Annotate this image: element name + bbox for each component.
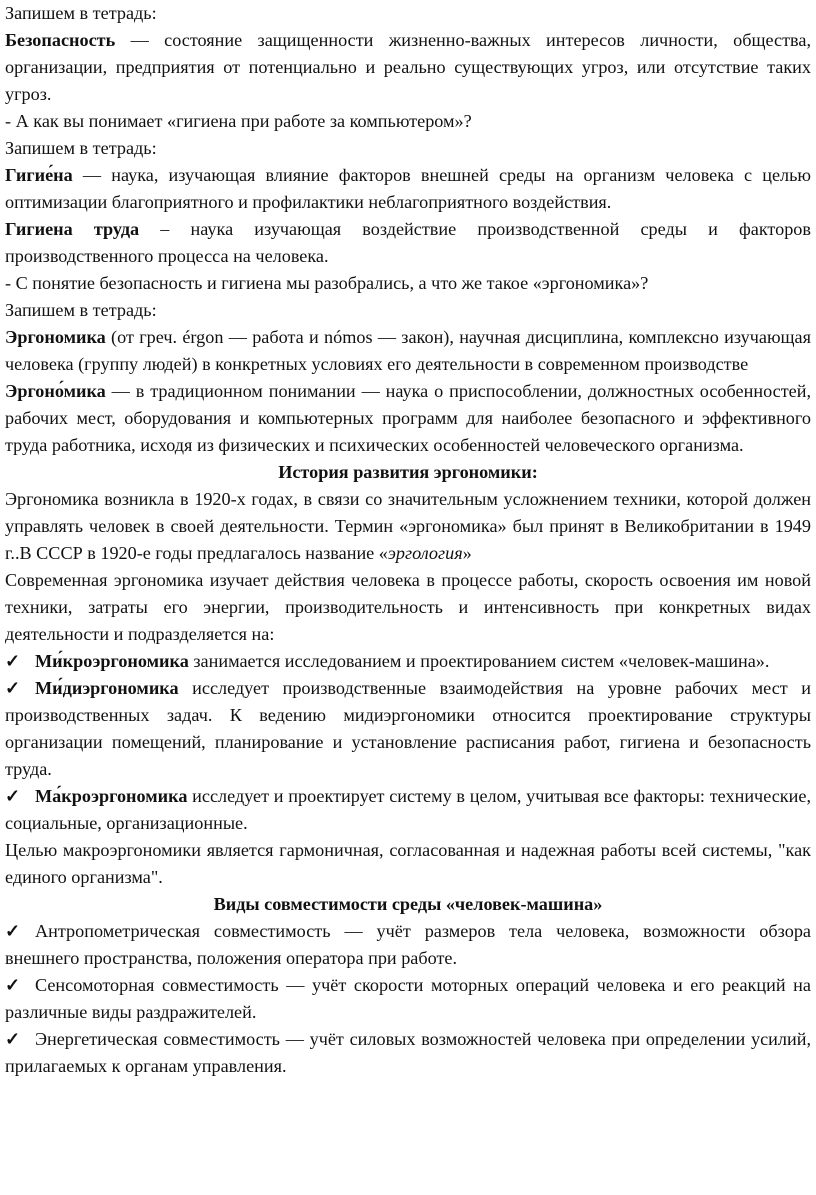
term-midi: Ми́диэргономика — [35, 678, 179, 698]
ergology-term: эргология — [387, 543, 463, 563]
paragraph-history — [5, 486, 811, 567]
history-text: Эргономика возникла в 1920-х годах, в связи со значительным усложнением техники, которой должен управлять человек в своей деятельности. Термин «эргономика» был принят в Великобритании в 1949 г..В СССР в 1920-е годы предлагалось название « — [5, 489, 811, 563]
check-icon: ✓ — [5, 975, 21, 995]
term-macro: Ма́кроэргономика — [35, 786, 188, 806]
paragraph: Запишем в тетрадь: — [5, 3, 157, 23]
bullet-anthropometric — [5, 918, 811, 972]
bullet-text: Энергетическая совместимость — учёт силовых возможностей человека при определении усилий, прилагаемых к органам управления. — [5, 1029, 811, 1076]
section-heading-history: История развития эргономики: — [278, 462, 538, 482]
term-labor-hygiene: Гигиена труда — [5, 219, 140, 239]
definition-labor-hygiene — [5, 216, 811, 270]
term-safety: Безопасность — [5, 30, 116, 50]
definition-hygiene — [5, 162, 811, 216]
paragraph: Запишем в тетрадь: — [5, 300, 157, 320]
paragraph: Современная эргономика изучает действия человека в процессе работы, скорость освоения им новой техники, затраты его энергии, производительность и интенсивность при конкретных видах деятельности и подразделяется на: — [5, 570, 811, 644]
bullet-micro — [5, 648, 811, 675]
paragraph: - С понятие безопасность и гигиена мы разобрались, а что же такое «эргономика»? — [5, 273, 649, 293]
history-end: » — [462, 543, 472, 563]
bullet-text: исследует и проектирует систему в целом, учитывая все факторы: технические, социальные, организационные. — [5, 786, 811, 833]
definition-text: – наука изучающая воздействие производственной среды и факторов производственного процесса на человека. — [5, 219, 811, 266]
check-icon: ✓ — [5, 1029, 21, 1049]
bullet-text: занимается исследованием и проектированием систем «человек-машина». — [188, 651, 770, 671]
definition-ergonomics — [5, 324, 811, 378]
bullet-energy — [5, 1026, 811, 1080]
definition-text: — состояние защищенности жизненно-важных интересов личности, общества, организации, предприятия от потенциально и реально существующих угроз, или отсутствие таких угроз. — [5, 30, 811, 104]
check-icon: ✓ — [5, 921, 21, 941]
bullet-text: исследует производственные взаимодействия на уровне рабочих мест и производственных задач. К ведению мидиэргономики относится проектирование структуры организации помещений, планирование и установление расписания работ, гигиена и безопасность труда. — [5, 678, 811, 779]
definition-text: (от греч. érgon — работа и nómos — закон), научная дисциплина, комплексно изучающая человека (группу людей) в конкретных условиях его деятельности в современном производстве — [5, 327, 811, 374]
paragraph: Запишем в тетрадь: — [5, 138, 157, 158]
term-ergonomics: Эргономика — [5, 327, 106, 347]
bullet-macro — [5, 783, 811, 837]
definition-text: — наука, изучающая влияние факторов внешней среды на организм человека с целью оптимизации благоприятного и профилактики неблагоприятного воздействия. — [5, 165, 811, 212]
check-icon: ✓ — [5, 786, 21, 806]
paragraph: Целью макроэргономики является гармоничная, согласованная и надежная работы всей системы, "как единого организма". — [5, 840, 811, 887]
check-icon: ✓ — [5, 678, 21, 698]
bullet-sensorimotor — [5, 972, 811, 1026]
bullet-text: Антропометрическая совместимость — учёт размеров тела человека, возможности обзора внешнего пространства, положения оператора при работе. — [5, 921, 811, 968]
term-ergonomics-2: Эргоно́мика — [5, 381, 106, 401]
check-icon: ✓ — [5, 651, 21, 671]
paragraph: - А как вы понимает «гигиена при работе за компьютером»? — [5, 111, 472, 131]
section-heading-compatibility: Виды совместимости среды «человек-машина» — [213, 894, 603, 914]
definition-safety — [5, 27, 811, 108]
bullet-midi — [5, 675, 811, 783]
definition-ergonomics-traditional — [5, 378, 811, 459]
term-hygiene: Гигие́на — [5, 165, 73, 185]
term-micro: Ми́кроэргономика — [35, 651, 189, 671]
bullet-text: Сенсомоторная совместимость — учёт скорости моторных операций человека и его реакций на различные виды раздражителей. — [5, 975, 811, 1022]
definition-text: — в традиционном понимании — наука о приспособлении, должностных особенностей, рабочих мест, оборудования и компьютерных программ для наиболее безопасного и эффективного труда работника, исходя из физических и психических особенностей человеческого организма. — [5, 381, 811, 455]
